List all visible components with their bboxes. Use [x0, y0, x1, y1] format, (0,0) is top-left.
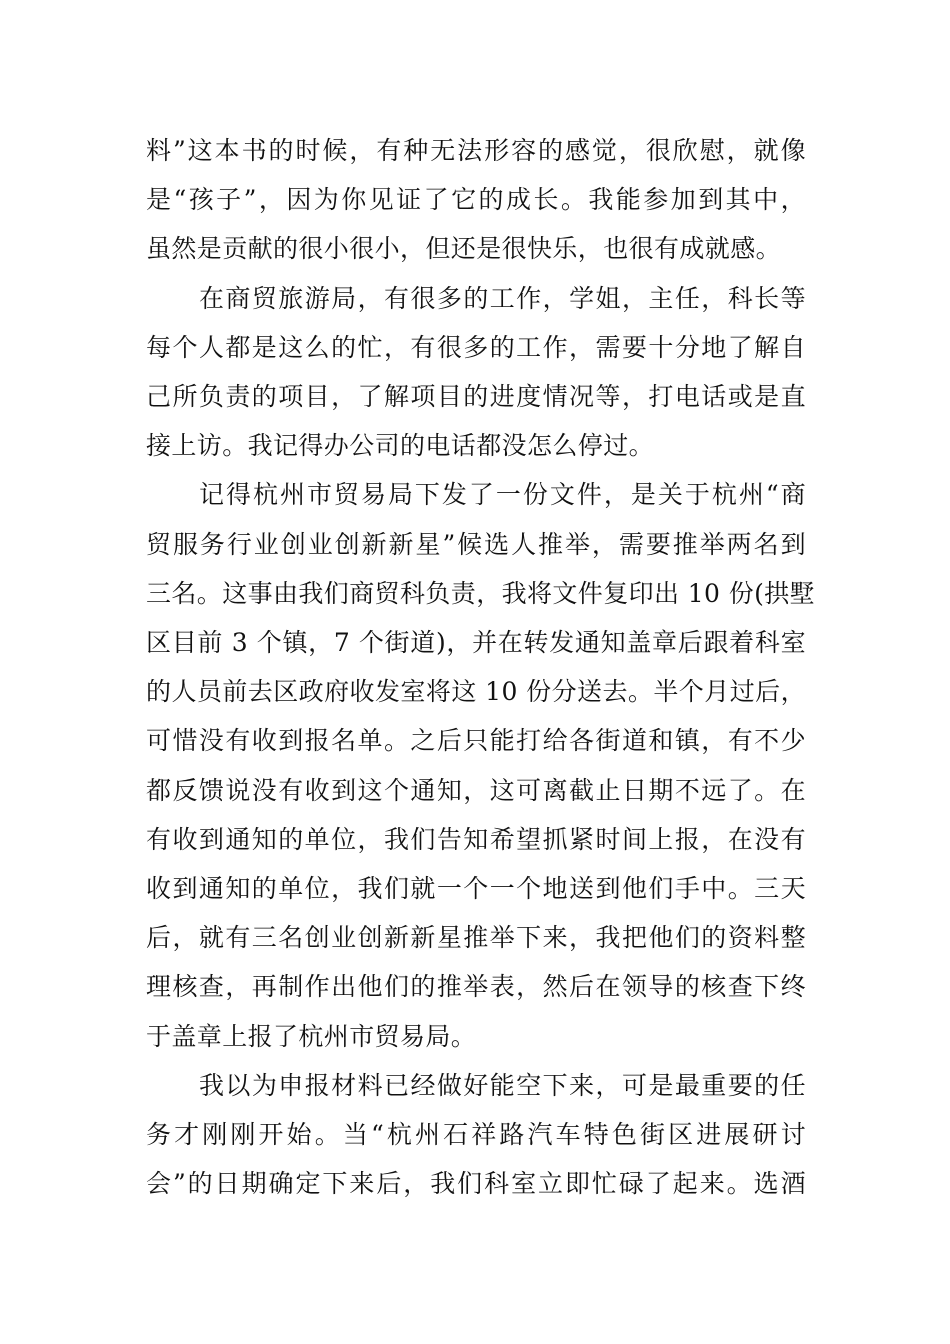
text-line: 会”的日期确定下来后，我们科室立即忙碌了起来。选酒 — [146, 1169, 806, 1199]
text-line: 后，就有三名创业创新新星推举下来，我把他们的资料整 — [146, 923, 806, 953]
text-line: 虽然是贡献的很小很小，但还是很快乐，也很有成就感。 — [146, 234, 782, 264]
paragraph-2 — [146, 274, 806, 471]
text-line: 的人员前去区政府收发室将这 10 份分送去。半个月过后， — [146, 677, 806, 707]
text-line: 是“孩子”，因为你见证了它的成长。我能参加到其中， — [146, 185, 806, 215]
text-line: 有收到通知的单位，我们告知希望抓紧时间上报，在没有 — [146, 824, 806, 854]
body-text — [146, 126, 816, 1208]
text-line: 可惜没有收到报名单。之后只能打给各街道和镇，有不少 — [146, 726, 806, 756]
text-line: 接上访。我记得办公司的电话都没怎么停过。 — [146, 431, 655, 461]
text-line: 务才刚刚开始。当“杭州石祥路汽车特色街区进展研讨 — [146, 1120, 806, 1150]
text-line: 理核查，再制作出他们的推举表，然后在领导的核查下终 — [146, 972, 806, 1002]
text-line: 我以为申报材料已经做好能空下来，可是最重要的任 — [199, 1070, 806, 1100]
paragraph-1 — [146, 126, 806, 274]
text-line: 都反馈说没有收到这个通知，这可离截止日期不远了。在 — [146, 775, 806, 805]
text-line: 己所负责的项目，了解项目的进度情况等，打电话或是直 — [146, 382, 806, 412]
text-line: 料”这本书的时候，有种无法形容的感觉，很欣慰，就像 — [146, 136, 806, 165]
paragraph-4 — [146, 1061, 806, 1209]
text-line: 于盖章上报了杭州市贸易局。 — [146, 1021, 477, 1051]
text-line: 贸服务行业创业创新新星”候选人推举，需要推举两名到 — [146, 529, 806, 559]
text-line: 记得杭州市贸易局下发了一份文件，是关于杭州“商 — [199, 480, 806, 510]
text-line: 三名。这事由我们商贸科负责，我将文件复印出 10 份(拱墅 — [146, 578, 816, 608]
paragraph-3 — [146, 470, 816, 1060]
text-line: 区目前 3 个镇，7 个街道)，并在转发通知盖章后跟着科室 — [146, 628, 806, 658]
text-line: 收到通知的单位，我们就一个一个地送到他们手中。三天 — [146, 874, 806, 904]
text-line: 在商贸旅游局，有很多的工作，学姐，主任，科长等 — [199, 283, 806, 313]
text-line: 每个人都是这么的忙，有很多的工作，需要十分地了解自 — [146, 332, 806, 362]
